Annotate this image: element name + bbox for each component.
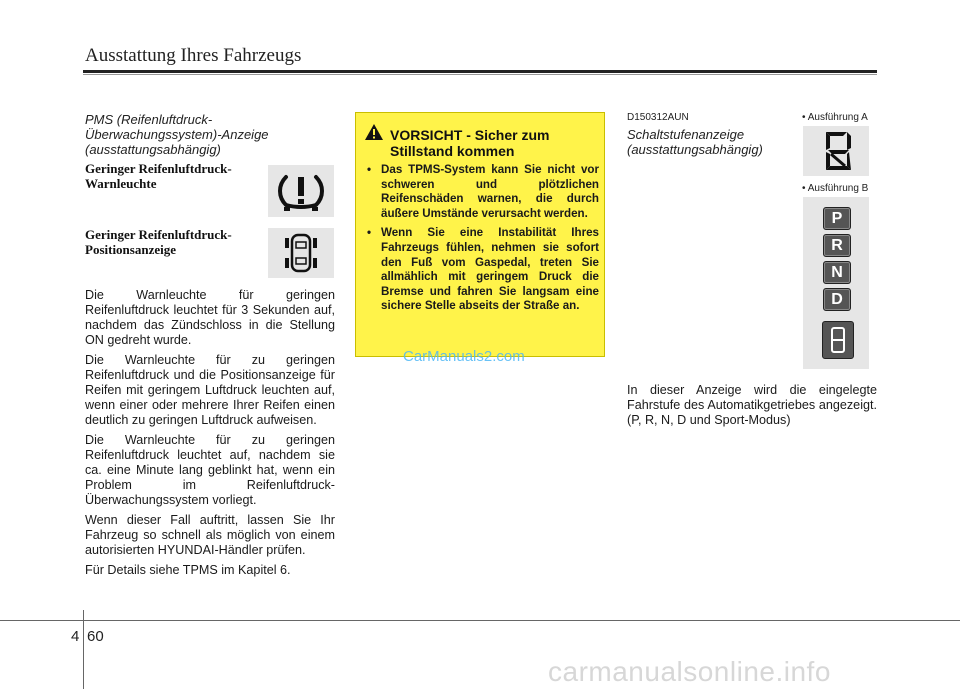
- label2-line1: Geringer Reifenluftdruck-: [85, 227, 232, 242]
- tpms-paragraph-2: Die Warnleuchte für zu geringen Reifenluftdruck und die Positionsanzeige für Reifen mit geringem Luftdruck leuchten auf, wenn einer oder mehrere Ihrer Reifen einen deutlich zu geringen Luftdruck aufweisen.: [85, 353, 335, 427]
- header-rule: [83, 70, 877, 73]
- gear-r: R: [823, 234, 851, 257]
- tpms-paragraph-3: Die Warnleuchte für zu geringen Reifenluftdruck leuchtet auf, nachdem sie ca. eine Minute lang geblinkt hat, wenn ein Problem im Reifenluftdruck-Überwachungssystem vorliegt.: [85, 433, 335, 507]
- label2-line2: Positionsanzeige: [85, 242, 176, 257]
- caution-heading-line2: Stillstand kommen: [390, 143, 515, 159]
- warning-triangle-icon: [364, 123, 384, 146]
- section-code: D150312AUN: [627, 112, 689, 123]
- caution-list: [356, 163, 599, 319]
- caution-item: [356, 163, 599, 221]
- bullet: •: [367, 163, 372, 176]
- tpms-title-line2: Überwachungssystem)-Anzeige: [85, 127, 269, 142]
- gear-d: D: [823, 288, 851, 311]
- tpms-title-line1: PMS (Reifenluftdruck-: [85, 112, 213, 127]
- sport-mode-digit-icon: [822, 321, 854, 359]
- tpms-paragraph-4: Wenn dieser Fall auftritt, lassen Sie Ihr Fahrzeug so schnell als möglich von einem autorisierten HYUNDAI-Händler prüfen.: [85, 513, 335, 557]
- gear-indicator-title: [627, 127, 797, 157]
- tpms-title-line3: (ausstattungsabhängig): [85, 142, 221, 157]
- page-number: 60: [87, 628, 104, 645]
- tpms-section-title: [85, 112, 335, 157]
- gear-letters: [813, 203, 859, 311]
- gear-display-b-panel: [803, 197, 869, 369]
- caution-box: [355, 112, 605, 357]
- caution-item-text: Wenn Sie eine Instabilität Ihres Fahrzeugs fühlen, nehmen sie sofort den Fuß vom Gaspedal, treten Sie allmählich mit geringem Druck die Bremse und fahren Sie langsam eine sichere Stelle abseits der Straße an.: [381, 226, 599, 313]
- tpms-paragraph-5: Für Details siehe TPMS im Kapitel 6.: [85, 563, 291, 577]
- caution-item-text: Das TPMS-System kann Sie nicht vor schweren und plötzlichen Reifenschäden warnen, die durch äußere Umstände verursacht werden.: [381, 163, 599, 220]
- chapter-number: 4: [71, 628, 80, 645]
- site-watermark: carmanualsonline.info: [548, 656, 831, 687]
- tpms-description: [85, 288, 335, 583]
- low-pressure-warning-label: [85, 161, 265, 191]
- gear-display-a-icon: [803, 126, 869, 176]
- footer-vertical-rule: [83, 610, 84, 689]
- page-header-title: Ausstattung Ihres Fahrzeugs: [85, 45, 302, 66]
- label1-line2: Warnleuchte: [85, 176, 157, 191]
- gear-indicator-description: In dieser Anzeige wird die eingelegte Fahrstufe des Automatikgetriebes angezeigt. (P, R, N, D und Sport-Modus): [627, 383, 877, 427]
- gear-p: P: [823, 207, 851, 230]
- header-rule-thin: [83, 74, 877, 75]
- footer-rule: [0, 620, 960, 621]
- caution-heading: [390, 127, 600, 159]
- gear-n: N: [823, 261, 851, 284]
- low-pressure-position-label: [85, 227, 265, 257]
- gear-title-line1: Schaltstufenanzeige: [627, 127, 745, 142]
- tpms-warning-lamp-icon: [268, 165, 334, 217]
- caution-heading-line1: VORSICHT - Sicher zum: [390, 127, 550, 143]
- gear-title-line2: (ausstattungsabhängig): [627, 142, 763, 157]
- tpms-paragraph-1: Die Warnleuchte für geringen Reifenluftdruck leuchtet für 3 Sekunden auf, nachdem das Zündschloss in die Stellung ON gedreht wurde.: [85, 288, 335, 347]
- bullet: •: [367, 226, 372, 240]
- variant-b-label: • Ausführung B: [802, 183, 869, 194]
- caution-item: [356, 226, 599, 314]
- variant-a-label: • Ausführung A: [802, 112, 868, 123]
- tire-position-car-icon: [268, 228, 334, 278]
- label1-line1: Geringer Reifenluftdruck-: [85, 161, 232, 176]
- carmanuals-watermark: CarManuals2.com: [403, 348, 525, 365]
